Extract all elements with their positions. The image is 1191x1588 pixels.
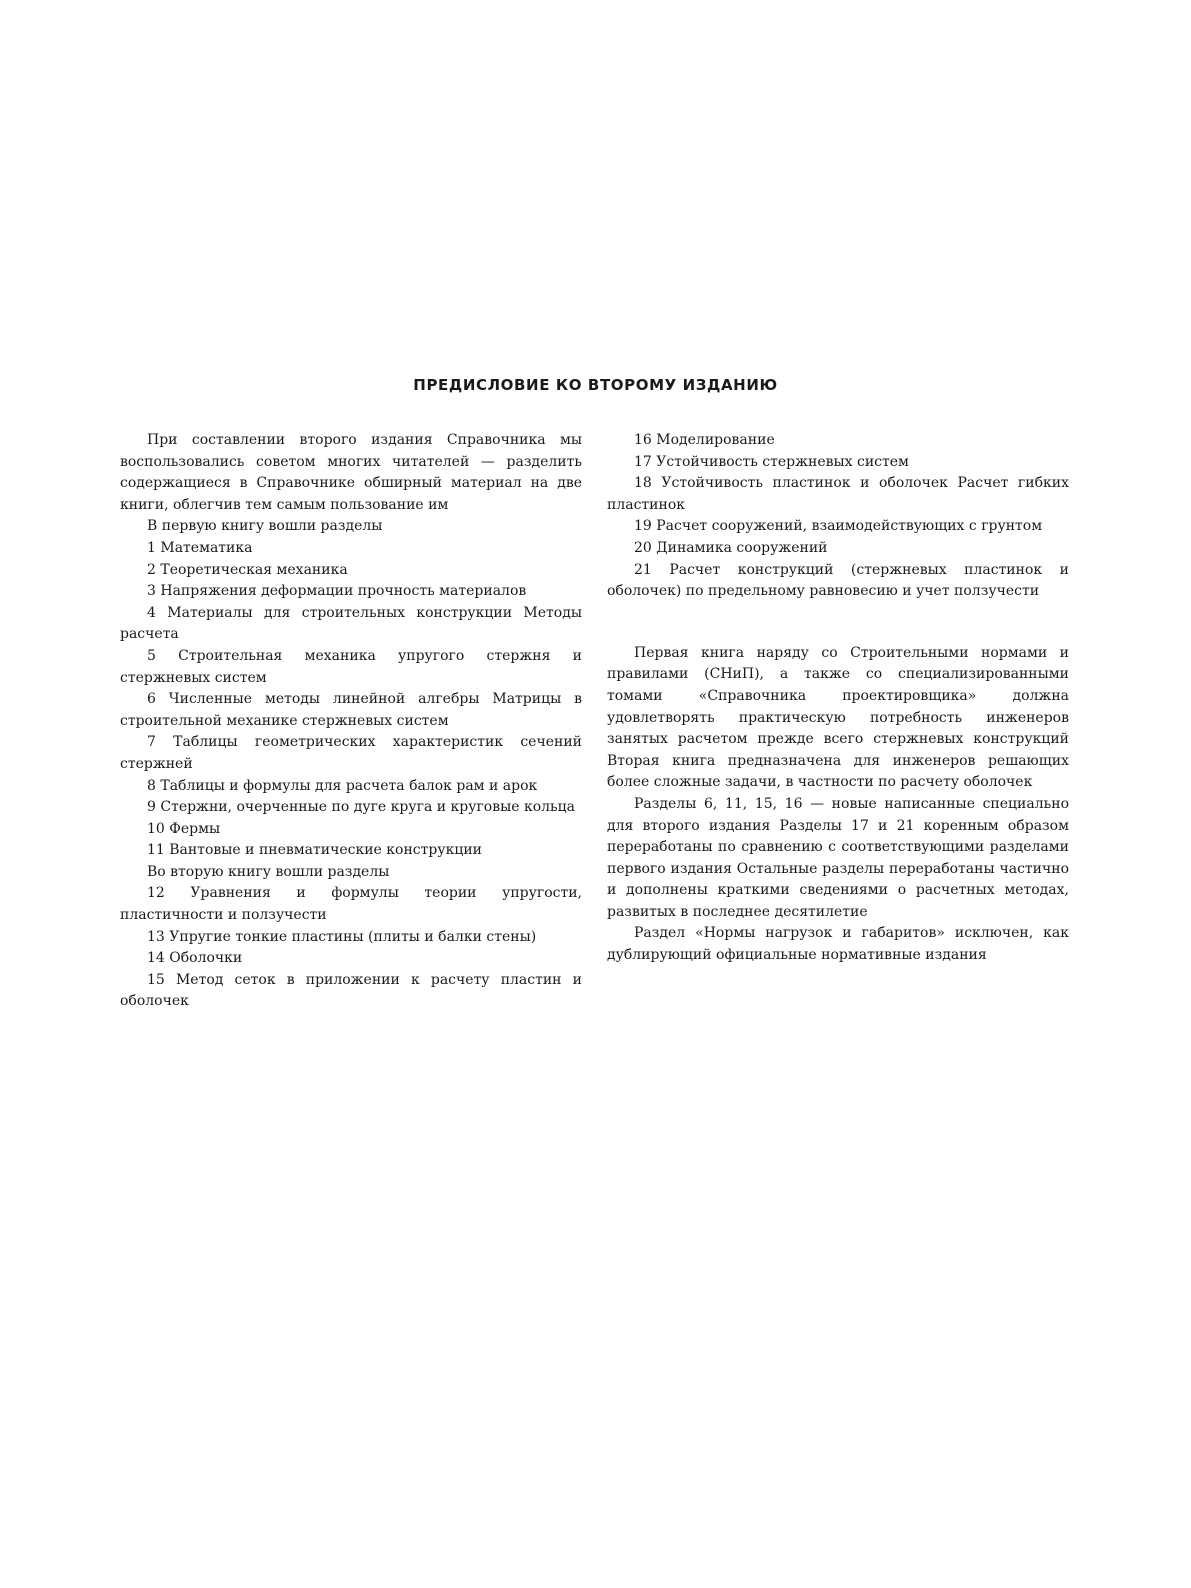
list-item: 10 Фермы	[147, 820, 221, 837]
paragraph: Первая книга наряду со Строительными нормами и правилами (СНиП), а также со специализированными томами «Справочника проектировщика» должна удовлетворять практическую потребность инженеров занятых расчетом прежде всего стержневых конструкций Вторая книга предназначена для инженеров решающих более сложные задачи, в частности по расчету оболочек	[607, 644, 1069, 791]
list-item: 2 Теоретическая механика	[147, 561, 348, 578]
list-item: 19 Расчет сооружений, взаимодействующих с грунтом	[634, 518, 1043, 535]
paragraph: В первую книгу вошли разделы	[147, 518, 383, 535]
list-item: 12 Уравнения и формулы теории упругости, пластичности и ползучести	[120, 885, 582, 924]
list-item: 3 Напряжения деформации прочность материалов	[147, 583, 527, 600]
paragraph: Разделы 6, 11, 15, 16 — новые написанные специально для второго издания Разделы 17 и 21 коренным образом переработаны по сравнению с соответствующими разделами первого издания Остальные разделы переработаны частично и дополнены краткими сведениями о расчетных методах, развитых в последнее десятилетие	[607, 795, 1069, 920]
list-item: 5 Строительная механика упругого стержня и стержневых систем	[120, 647, 582, 686]
list-item: 14 Оболочки	[147, 950, 243, 967]
list-item: 17 Устойчивость стержневых систем	[634, 453, 909, 470]
list-item: 21 Расчет конструкций (стержневых пластинок и оболочек) по предельному равновесию и учет ползучести	[607, 561, 1069, 600]
list-item: 11 Вантовые и пневматические конструкции	[147, 842, 482, 859]
list-item: 4 Материалы для строительных конструкции Методы расчета	[120, 604, 582, 643]
list-item: 8 Таблицы и формулы для расчета балок рам и арок	[147, 777, 538, 794]
list-item: 1 Математика	[147, 539, 253, 556]
list-item: 13 Упругие тонкие пластины (плиты и балки стены)	[147, 928, 537, 945]
paragraph: Раздел «Нормы нагрузок и габаритов» исключен, как дублирующий официальные нормативные издания	[607, 925, 1069, 964]
list-item: 9 Стержни, очерченные по дуге круга и круговые кольца	[147, 799, 576, 816]
list-item: 6 Численные методы линейной алгебры Матрицы в строительной механике стержневых систем	[120, 691, 582, 729]
left-column	[120, 430, 582, 1013]
list-item: 18 Устойчивость пластинок и оболочек Расчет гибких пластинок	[607, 475, 1069, 513]
paragraph: При составлении второго издания Справочника мы воспользовались советом многих читателей — разделить содержащиеся в Справочнике обширный материал на две книги, облегчив тем самым пользование им	[120, 432, 582, 513]
list-item: 15 Метод сеток в приложении к расчету пластин и оболочек	[120, 971, 582, 1010]
spacer	[607, 603, 1069, 643]
list-item: 7 Таблицы геометрических характеристик сечений стержней	[120, 734, 582, 772]
list-item: 16 Моделирование	[634, 432, 775, 448]
page-title: ПРЕДИСЛОВИЕ КО ВТОРОМУ ИЗДАНИЮ	[413, 376, 778, 394]
right-column	[607, 430, 1069, 967]
list-item: 20 Динамика сооружений	[634, 539, 828, 556]
paragraph: Во вторую книгу вошли разделы	[147, 863, 390, 880]
